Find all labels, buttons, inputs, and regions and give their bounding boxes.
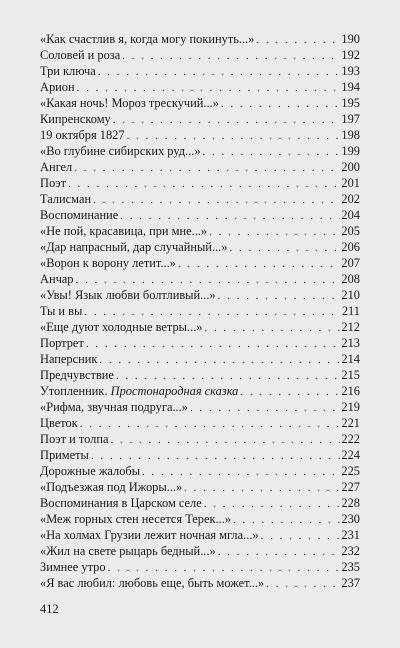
- toc-entry-page-number: 222: [341, 432, 360, 446]
- toc-entry-page-number: 204: [341, 208, 360, 222]
- toc-entry: [40, 239, 360, 255]
- dot-leader: [80, 416, 341, 432]
- dot-leader: [120, 208, 340, 224]
- toc-entry: [40, 111, 360, 127]
- toc-entry: [40, 287, 360, 303]
- toc-entry: [40, 207, 360, 223]
- toc-entry-title-text: «Дар напрасный, дар случайный...»: [40, 240, 228, 254]
- toc-entry-page-number: 199: [341, 144, 360, 158]
- toc-entry-title: [40, 335, 86, 351]
- toc-entry-page-number: 231: [341, 528, 360, 542]
- dot-leader: [218, 288, 341, 304]
- toc-entry-page-number: 198: [341, 128, 360, 142]
- toc-entry-title: [40, 543, 218, 559]
- toc-entry-title: [40, 319, 205, 335]
- toc-entry-title: [40, 399, 190, 415]
- toc-entry-page-number: 235: [341, 560, 360, 574]
- toc-entry-subtitle: Простонародная сказка: [110, 384, 239, 398]
- toc-entry-title-text: Поэт и толпа: [40, 432, 109, 446]
- toc-entry-page-number: 228: [341, 496, 360, 510]
- toc-entry: [40, 447, 360, 463]
- toc-entry-page-number: 225: [341, 464, 360, 478]
- toc-entry: [40, 335, 360, 351]
- toc-entry-title-text: 19 октября 1827: [40, 128, 125, 142]
- toc-entry: [40, 271, 360, 287]
- toc-entry-title: [40, 271, 76, 287]
- toc-entry-title-text: «Рифма, звучная подруга...»: [40, 400, 188, 414]
- toc-entry-page-number: 194: [341, 80, 360, 94]
- toc-entry: [40, 415, 360, 431]
- toc-entry-page-number: 237: [341, 576, 360, 590]
- toc-entry-title-text: Приметы: [40, 448, 89, 462]
- toc-entry-page-number: 214: [341, 352, 360, 366]
- dot-leader: [91, 448, 341, 464]
- toc-entry-title-text: Три ключа: [40, 64, 96, 78]
- toc-entry-title: [40, 63, 98, 79]
- toc-entry-page-number: 230: [341, 512, 360, 526]
- toc-entry-title: [40, 191, 93, 207]
- dot-leader: [204, 496, 341, 512]
- dot-leader: [190, 400, 340, 416]
- toc-entry: [40, 319, 360, 335]
- dot-leader: [233, 512, 340, 528]
- dot-leader: [86, 336, 341, 352]
- toc-entry: [40, 303, 360, 319]
- toc-entry-title-text: Арион: [40, 80, 75, 94]
- toc-entry: [40, 159, 360, 175]
- toc-entry-title-text: Воспоминания в Царском селе: [40, 496, 202, 510]
- toc-entry: [40, 383, 360, 399]
- toc-entry-page-number: 212: [341, 320, 360, 334]
- toc-entry-page-number: 201: [341, 176, 360, 190]
- toc-entry-title: [40, 431, 110, 447]
- toc-entry-page-number: 227: [341, 480, 360, 494]
- dot-leader: [68, 176, 340, 192]
- dot-leader: [84, 304, 341, 320]
- toc-entry-page-number: 205: [341, 224, 360, 238]
- toc-entry-page-number: 206: [341, 240, 360, 254]
- toc-entry-title-text: Зимнее утро: [40, 560, 106, 574]
- toc-entry: [40, 255, 360, 271]
- toc-entry-title-text: Портрет: [40, 336, 84, 350]
- toc-entry: [40, 223, 360, 239]
- dot-leader: [240, 384, 340, 400]
- dot-leader: [108, 560, 341, 576]
- toc-entry: [40, 63, 360, 79]
- dot-leader: [266, 576, 340, 592]
- toc-entry: [40, 495, 360, 511]
- dot-leader: [218, 544, 341, 560]
- toc-entry-title: [40, 255, 178, 271]
- toc-entry-title-text: «Я вас любил: любовь еще, быть может...»: [40, 576, 265, 590]
- dot-leader: [203, 144, 341, 160]
- toc-entry-title-text: «Жил на свете рыцарь бедный...»: [40, 544, 216, 558]
- toc-entry-title-text: Ангел: [40, 160, 73, 174]
- toc-entry-title: [40, 175, 68, 191]
- toc-entry: [40, 31, 360, 47]
- toc-entry-page-number: 208: [341, 272, 360, 286]
- toc-entry-title-text: «Еще дуют холодные ветры...»: [40, 320, 203, 334]
- dot-leader: [178, 256, 341, 272]
- toc-entry-title: [40, 559, 108, 575]
- toc-entry-title-text: Анчар: [40, 272, 74, 286]
- toc-entry-title-text: Цветок: [40, 416, 78, 430]
- toc-entry: [40, 127, 360, 143]
- toc-entry-title-text: Дорожные жалобы: [40, 464, 141, 478]
- toc-entry-title-text: Талисман: [40, 192, 92, 206]
- toc-entry-title-text: Соловей и роза: [40, 48, 121, 62]
- dot-leader: [261, 528, 341, 544]
- toc-entry-title-text: Утопленник.: [40, 384, 108, 398]
- toc-entry-title: [40, 159, 74, 175]
- toc-entry-title: [40, 479, 184, 495]
- toc-entry-page-number: 215: [341, 368, 360, 382]
- dot-leader: [127, 128, 341, 144]
- toc-entry-title: [40, 207, 120, 223]
- toc-entry: [40, 95, 360, 111]
- toc-entry-page-number: 192: [341, 48, 360, 62]
- toc-entry: [40, 575, 360, 591]
- toc-entry: [40, 511, 360, 527]
- toc-entry: [40, 175, 360, 191]
- toc-entry-title: [40, 527, 261, 543]
- toc-entry-title: [40, 239, 229, 255]
- toc-entry-title: [40, 383, 240, 399]
- toc-entry: [40, 431, 360, 447]
- toc-entry-title-text: «Какая ночь! Мороз трескучий...»: [40, 96, 219, 110]
- toc-entry-page-number: 193: [341, 64, 360, 78]
- toc-entry-page-number: 211: [341, 304, 360, 318]
- toc-entry-title: [40, 79, 77, 95]
- toc-entry: [40, 543, 360, 559]
- toc-list: [40, 31, 360, 591]
- toc-entry: [40, 399, 360, 415]
- toc-entry-title-text: Поэт: [40, 176, 67, 190]
- page-number: 412: [40, 602, 59, 616]
- dot-leader: [229, 240, 340, 256]
- dot-leader: [221, 96, 340, 112]
- toc-entry-title-text: «Ворон к ворону летит...»: [40, 256, 176, 270]
- toc-entry-title-text: «Подъезжая под Ижоры...»: [40, 480, 183, 494]
- dot-leader: [122, 48, 340, 64]
- toc-entry-title: [40, 31, 256, 47]
- dot-leader: [205, 320, 341, 336]
- toc-entry-title-text: «Меж горных стен несется Терек...»: [40, 512, 232, 526]
- toc-entry: [40, 47, 360, 63]
- toc-entry-title: [40, 415, 80, 431]
- toc-entry-title: [40, 351, 99, 367]
- toc-entry: [40, 351, 360, 367]
- dot-leader: [93, 192, 340, 208]
- dot-leader: [110, 432, 340, 448]
- toc-entry-title-text: «Во глубине сибирских руд...»: [40, 144, 201, 158]
- toc-entry-page-number: 202: [341, 192, 360, 206]
- toc-entry-title: [40, 575, 266, 591]
- toc-entry-title: [40, 287, 218, 303]
- toc-entry-title: [40, 511, 233, 527]
- toc-entry: [40, 367, 360, 383]
- dot-leader: [76, 272, 341, 288]
- dot-leader: [209, 224, 340, 240]
- toc-entry-page-number: 197: [341, 112, 360, 126]
- toc-entry-title: [40, 367, 116, 383]
- toc-entry-page-number: 200: [341, 160, 360, 174]
- toc-entry-title: [40, 447, 91, 463]
- toc-entry-page-number: 219: [341, 400, 360, 414]
- toc-entry-page-number: 195: [341, 96, 360, 110]
- dot-leader: [74, 160, 340, 176]
- toc-entry-title-text: Предчувствие: [40, 368, 114, 382]
- toc-entry-title: [40, 495, 204, 511]
- toc-entry: [40, 479, 360, 495]
- toc-entry-page-number: 216: [341, 384, 360, 398]
- dot-leader: [184, 480, 340, 496]
- toc-entry-title-text: Ты и вы: [40, 304, 83, 318]
- toc-entry-title-text: «Не пой, красавица, при мне...»: [40, 224, 208, 238]
- toc-entry-title: [40, 47, 122, 63]
- toc-entry: [40, 143, 360, 159]
- toc-entry-title-text: «Как счастлив я, когда могу покинуть...»: [40, 32, 255, 46]
- toc-entry-title: [40, 143, 203, 159]
- toc-entry: [40, 559, 360, 575]
- toc-entry: [40, 527, 360, 543]
- dot-leader: [113, 112, 341, 128]
- toc-entry-title-text: «Увы! Язык любви болтливый...»: [40, 288, 216, 302]
- toc-entry-page-number: 221: [341, 416, 360, 430]
- toc-entry-title: [40, 111, 113, 127]
- toc-entry-page-number: 190: [341, 32, 360, 46]
- dot-leader: [77, 80, 341, 96]
- toc-entry-title: [40, 463, 142, 479]
- toc-entry-page-number: 224: [341, 448, 360, 462]
- toc-entry-title-text: Наперсник: [40, 352, 98, 366]
- dot-leader: [256, 32, 340, 48]
- toc-entry: [40, 79, 360, 95]
- dot-leader: [142, 464, 340, 480]
- toc-entry: [40, 463, 360, 479]
- toc-entry-page-number: 207: [341, 256, 360, 270]
- dot-leader: [116, 368, 341, 384]
- toc-entry-title-text: Кипренскому: [40, 112, 111, 126]
- toc-entry-title: [40, 95, 221, 111]
- toc-entry-title: [40, 223, 209, 239]
- toc-entry-title: [40, 303, 84, 319]
- toc-entry-title: [40, 127, 127, 143]
- toc-entry-title-text: Воспоминание: [40, 208, 119, 222]
- toc-entry: [40, 191, 360, 207]
- dot-leader: [98, 64, 341, 80]
- toc-entry-title-text: «На холмах Грузии лежит ночная мгла...»: [40, 528, 259, 542]
- dot-leader: [99, 352, 340, 368]
- toc-entry-page-number: 232: [341, 544, 360, 558]
- toc-entry-page-number: 210: [341, 288, 360, 302]
- table-of-contents: [40, 31, 360, 591]
- toc-entry-page-number: 213: [341, 336, 360, 350]
